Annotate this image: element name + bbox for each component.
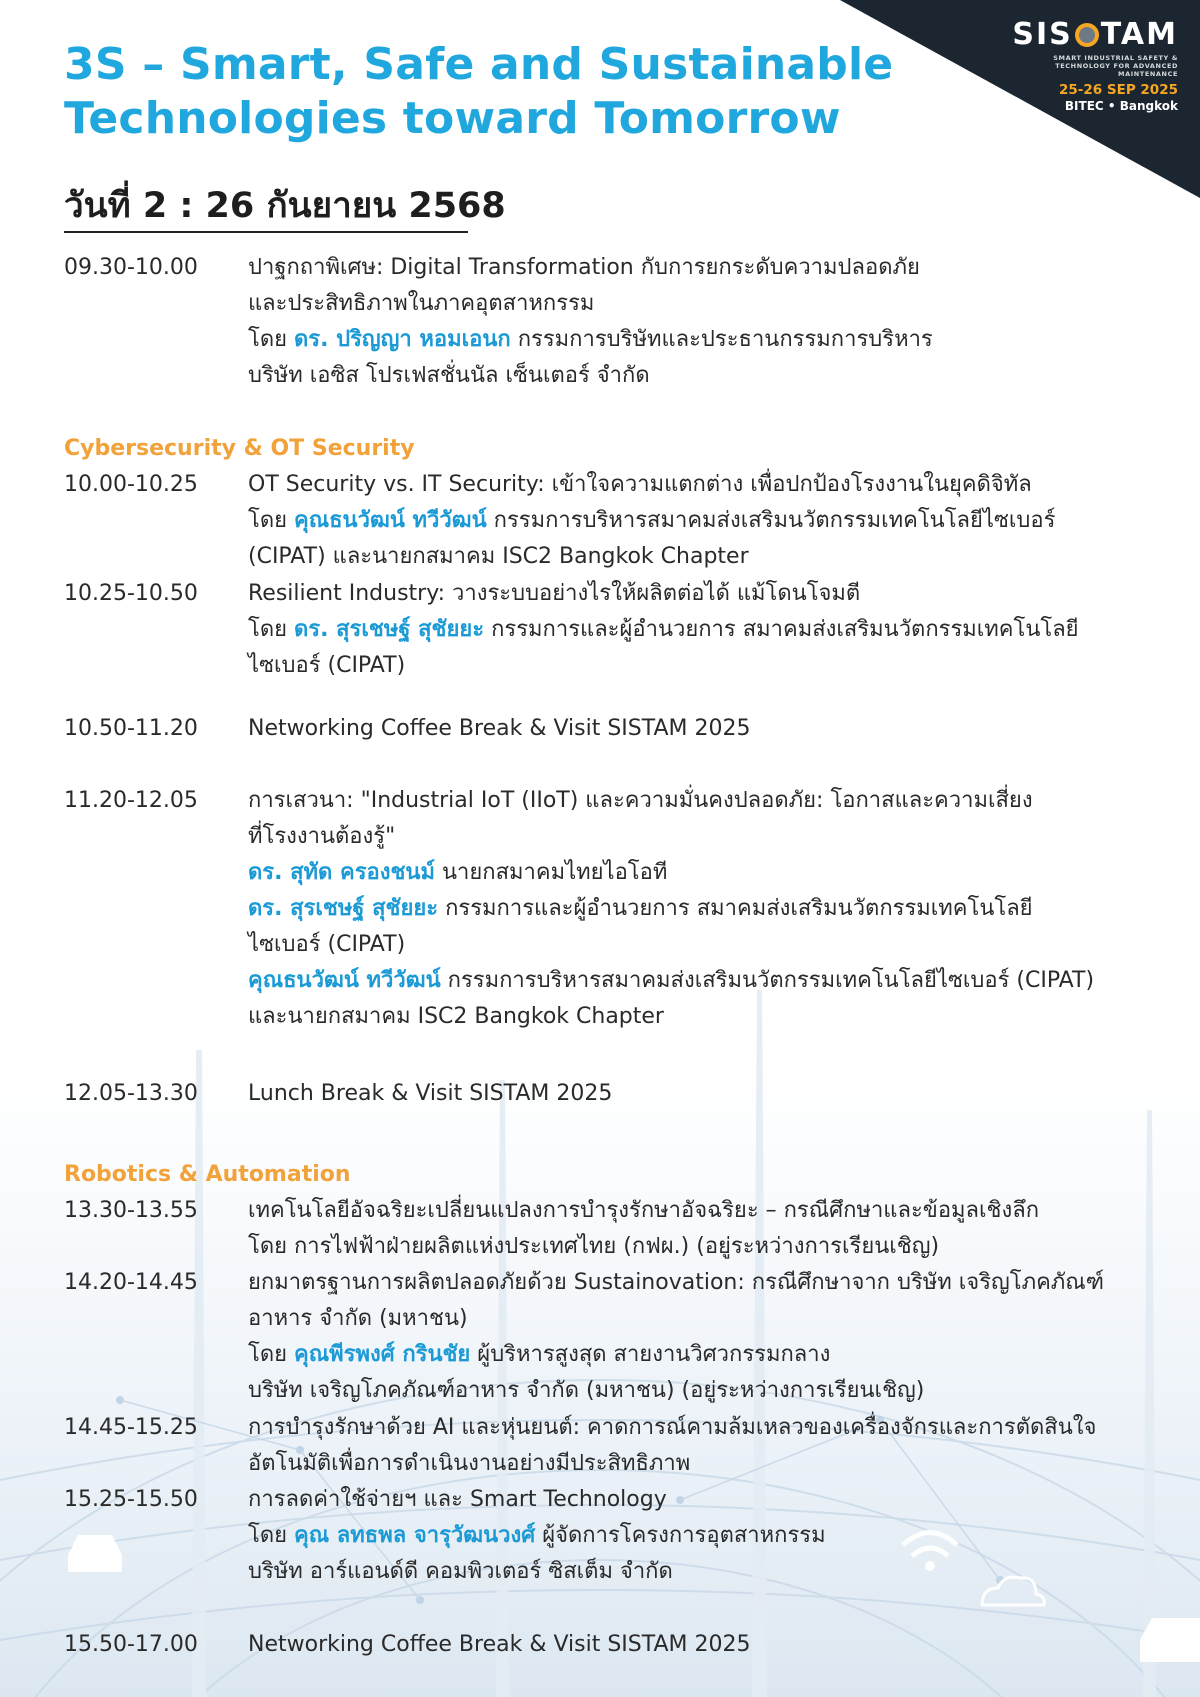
session-line	[248, 539, 1188, 575]
session-line	[248, 1627, 1188, 1663]
session-details	[248, 1265, 1188, 1409]
session-text: โดย การไฟฟ้าฝ่ายผลิตแห่งประเทศไทย (กฟผ.) (อยู่ระหว่างการเรียนเชิญ)	[248, 1234, 940, 1259]
session-details	[248, 1410, 1188, 1482]
session-line	[248, 1301, 1188, 1337]
session-text: ยกมาตรฐานการผลิตปลอดภัยด้วย Sustainovation: กรณีศึกษาจาก บริษัท เจริญโภคภัณฑ์	[248, 1270, 1104, 1295]
session-text: Networking Coffee Break & Visit SISTAM 2025	[248, 1632, 751, 1657]
session-line	[248, 576, 1188, 612]
session-text: ผู้จัดการโครงการอุตสาหกรรม	[535, 1523, 826, 1548]
session-details	[248, 783, 1188, 1035]
session-time: 10.00-10.25	[64, 472, 198, 497]
session-time: 15.50-17.00	[64, 1632, 198, 1657]
session-text: ไซเบอร์ (CIPAT)	[248, 653, 406, 678]
session-line	[248, 1554, 1188, 1590]
speaker-name: คุณ ลทธพล จารุวัฒนวงศ์	[294, 1523, 536, 1548]
session-text: และนายกสมาคม ISC2 Bangkok Chapter	[248, 1004, 664, 1029]
session-line	[248, 783, 1188, 819]
session-line	[248, 250, 1188, 286]
session-text: โดย	[248, 617, 294, 642]
session-details	[248, 250, 1188, 394]
day-heading: วันที่ 2 : 26 กันยายน 2568	[64, 186, 506, 226]
session-text: Networking Coffee Break & Visit SISTAM 2025	[248, 716, 751, 741]
session-text: โดย	[248, 327, 294, 352]
page-title	[64, 38, 894, 146]
session-line	[248, 891, 1188, 927]
speaker-name: คุณธนวัฒน์ ทวีวัฒน์	[248, 968, 441, 993]
session-time: 10.25-10.50	[64, 581, 198, 606]
session-line	[248, 1229, 1188, 1265]
section-heading-cybersecurity: Cybersecurity & OT Security	[64, 436, 415, 461]
speaker-name: ดร. สุรเชษฐ์ สุชัยยะ	[294, 617, 485, 642]
session-line	[248, 999, 1188, 1035]
session-time: 12.05-13.30	[64, 1081, 198, 1106]
session-line	[248, 1518, 1188, 1554]
session-details	[248, 1482, 1188, 1590]
session-text: การลดค่าใช้จ่ายฯ และ Smart Technology	[248, 1487, 667, 1512]
session-time: 14.20-14.45	[64, 1270, 198, 1295]
session-line	[248, 855, 1188, 891]
session-time: 09.30-10.00	[64, 255, 198, 280]
session-line	[248, 322, 1188, 358]
logo-wordmark: SIS TAM	[1012, 17, 1178, 52]
session-line	[248, 1482, 1188, 1518]
session-time: 10.50-11.20	[64, 716, 198, 741]
logo-venue: BITEC • Bangkok	[1064, 99, 1178, 113]
session-text: บริษัท เจริญโภคภัณฑ์อาหาร จำกัด (มหาชน) (อยู่ระหว่างการเรียนเชิญ)	[248, 1378, 925, 1403]
session-line	[248, 1076, 1188, 1112]
session-text: โดย	[248, 508, 294, 533]
session-text: กรรมการบริษัทและประธานกรรมการบริหาร	[510, 327, 933, 352]
session-text: กรรมการบริหารสมาคมส่งเสริมนวัตกรรมเทคโนโลยีไซเบอร์ (CIPAT)	[440, 968, 1095, 993]
title-line-1: 3S – Smart, Safe and Sustainable	[64, 39, 894, 90]
session-line	[248, 1373, 1188, 1409]
session-text: โดย	[248, 1342, 294, 1367]
logo-tagline: SMART INDUSTRIAL SAFETY & TECHNOLOGY FOR ADVANCED MAINTENANCE	[1053, 54, 1178, 78]
session-details	[248, 1627, 1188, 1663]
session-line	[248, 819, 1188, 855]
session-text: โดย	[248, 1523, 294, 1548]
session-details	[248, 711, 1188, 747]
session-line	[248, 1193, 1188, 1229]
session-line	[248, 1410, 1188, 1446]
session-line	[248, 927, 1188, 963]
session-line	[248, 286, 1188, 322]
session-details	[248, 1076, 1188, 1112]
session-text: อัตโนมัติเพื่อการดำเนินงานอย่างมีประสิทธิภาพ	[248, 1451, 691, 1476]
session-text: การเสวนา: "Industrial IoT (IIoT) และความมั่นคงปลอดภัย: โอกาสและความเสี่ยง	[248, 788, 1033, 813]
speaker-name: คุณพีรพงศ์ กรินชัย	[294, 1342, 471, 1367]
title-line-2: Technologies toward Tomorrow	[64, 93, 841, 144]
session-line	[248, 358, 1188, 394]
session-line	[248, 1337, 1188, 1373]
session-time: 15.25-15.50	[64, 1487, 198, 1512]
session-time: 13.30-13.55	[64, 1198, 198, 1223]
session-text: (CIPAT) และนายกสมาคม ISC2 Bangkok Chapter	[248, 544, 749, 569]
logo-event-date: 25-26 SEP 2025	[1059, 82, 1178, 98]
session-details	[248, 1193, 1188, 1265]
session-text: และประสิทธิภาพในภาคอุตสาหกรรม	[248, 291, 595, 316]
session-text: ที่โรงงานต้องรู้"	[248, 824, 396, 849]
session-text: นายกสมาคมไทยไอโอที	[434, 860, 668, 885]
speaker-name: ดร. ปริญญา หอมเอนก	[294, 327, 511, 352]
session-line	[248, 503, 1188, 539]
session-text: กรรมการและผู้อำนวยการ สมาคมส่งเสริมนวัตกรรมเทคโนโลยี	[438, 896, 1033, 921]
session-text: กรรมการและผู้อำนวยการ สมาคมส่งเสริมนวัตกรรมเทคโนโลยี	[484, 617, 1079, 642]
session-line	[248, 1446, 1188, 1482]
session-text: OT Security vs. IT Security: เข้าใจความแตกต่าง เพื่อปกป้องโรงงานในยุคดิจิทัล	[248, 472, 1032, 497]
section-heading-robotics: Robotics & Automation	[64, 1162, 351, 1187]
session-line	[248, 1265, 1188, 1301]
session-line	[248, 711, 1188, 747]
session-time: 11.20-12.05	[64, 788, 198, 813]
session-details	[248, 467, 1188, 575]
session-text: บริษัท อาร์แอนด์ดี คอมพิวเตอร์ ซิสเต็ม จำกัด	[248, 1559, 673, 1584]
day-heading-underline	[64, 231, 468, 233]
session-text: ผู้บริหารสูงสุด สายงานวิศวกรรมกลาง	[470, 1342, 831, 1367]
session-text: กรรมการบริหารสมาคมส่งเสริมนวัตกรรมเทคโนโลยีไซเบอร์	[486, 508, 1056, 533]
session-line	[248, 648, 1188, 684]
session-text: เทคโนโลยีอัจฉริยะเปลี่ยนแปลงการบำรุงรักษาอัจฉริยะ – กรณีศึกษาและข้อมูลเชิงลึก	[248, 1198, 1040, 1223]
session-text: ไซเบอร์ (CIPAT)	[248, 932, 406, 957]
speaker-name: คุณธนวัฒน์ ทวีวัฒน์	[294, 508, 487, 533]
session-text: ปาฐกถาพิเศษ: Digital Transformation กับการยกระดับความปลอดภัย	[248, 255, 920, 280]
speaker-name: ดร. สุรเชษฐ์ สุชัยยะ	[248, 896, 439, 921]
session-text: Resilient Industry: วางระบบอย่างไรให้ผลิตต่อได้ แม้โดนโจมตี	[248, 581, 861, 606]
session-text: บริษัท เอซิส โปรเฟสชั่นนัล เซ็นเตอร์ จำกัด	[248, 363, 650, 388]
speaker-name: ดร. สุทัด ครองชนม์	[248, 860, 435, 885]
session-line	[248, 963, 1188, 999]
session-time: 14.45-15.25	[64, 1415, 198, 1440]
session-text: อาหาร จำกัด (มหาชน)	[248, 1306, 468, 1331]
session-line	[248, 612, 1188, 648]
session-line	[248, 467, 1188, 503]
session-text: การบำรุงรักษาด้วย AI และหุ่นยนต์: คาดการณ์คามล้มเหลวของเครื่องจักรและการตัดสินใจ	[248, 1415, 1097, 1440]
session-details	[248, 576, 1188, 684]
session-text: Lunch Break & Visit SISTAM 2025	[248, 1081, 613, 1106]
